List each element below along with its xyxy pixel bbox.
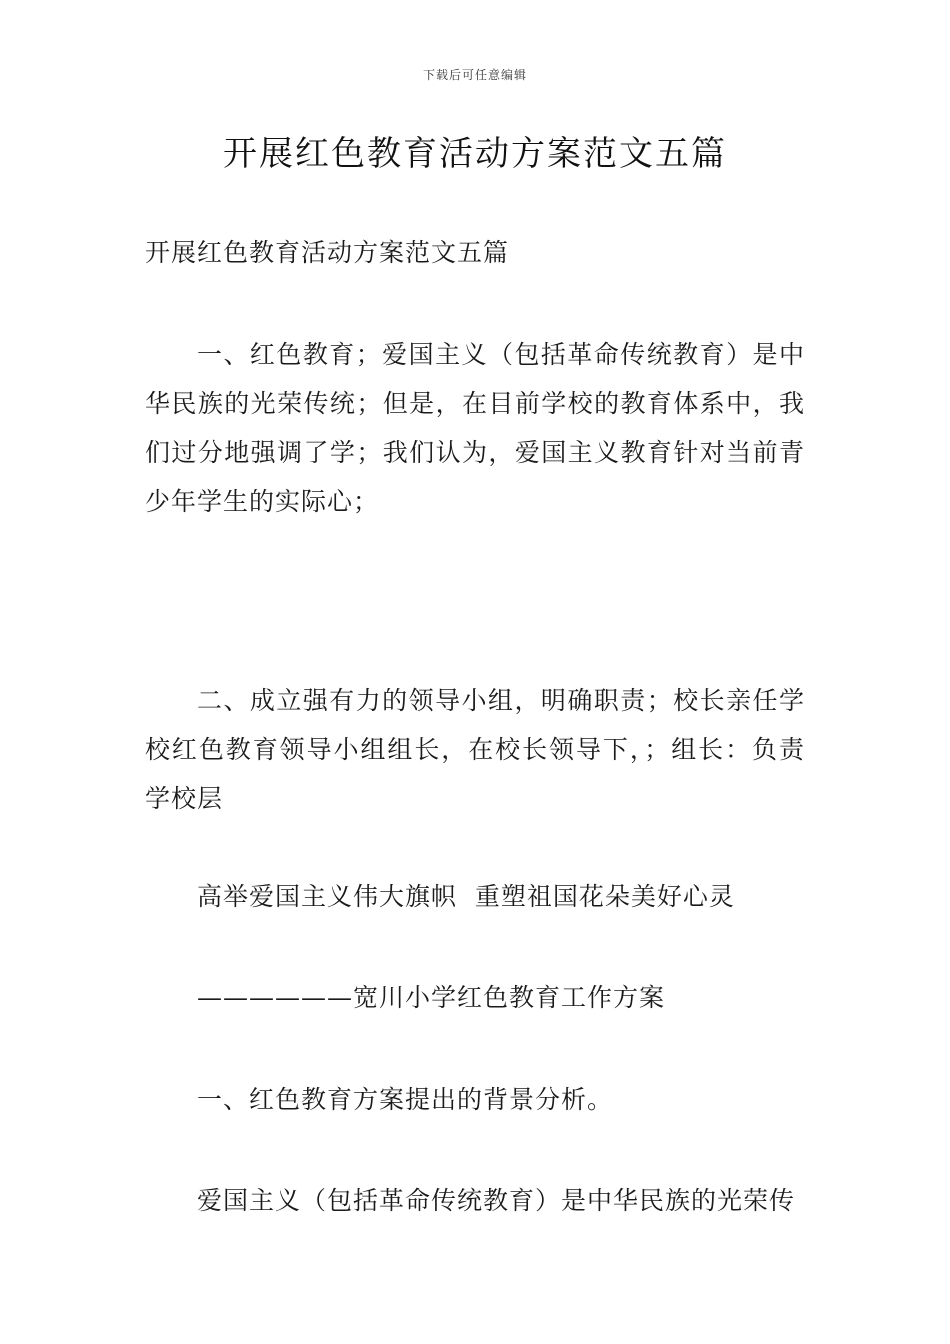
document-subtitle: 开展红色教育活动方案范文五篇 — [145, 238, 510, 267]
plan-name-line: ——————宽川小学红色教育工作方案 — [197, 983, 666, 1012]
slogan-line: 高举爱国主义伟大旗帜 重塑祖国花朵美好心灵 — [197, 882, 735, 911]
paragraph-1: 一、红色教育；爱国主义（包括革命传统教育）是中华民族的光荣传统；但是，在目前学校的教育体系中，我们过分地强调了学；我们认为，爱国主义教育针对当前青少年学生的实际心； — [145, 340, 805, 516]
header-note: 下载后可任意编辑 — [422, 68, 527, 82]
section-heading: 一、红色教育方案提出的背景分析。 — [197, 1085, 614, 1114]
paragraph-2: 二、成立强有力的领导小组，明确职责；校长亲任学校红色教育领导小组组长，在校长领导下，；组长：负责学校层 — [145, 686, 805, 813]
document-title: 开展红色教育活动方案范文五篇 — [223, 134, 727, 174]
paragraph-3-start: 爱国主义（包括革命传统教育）是中华民族的光荣传 — [197, 1186, 796, 1215]
